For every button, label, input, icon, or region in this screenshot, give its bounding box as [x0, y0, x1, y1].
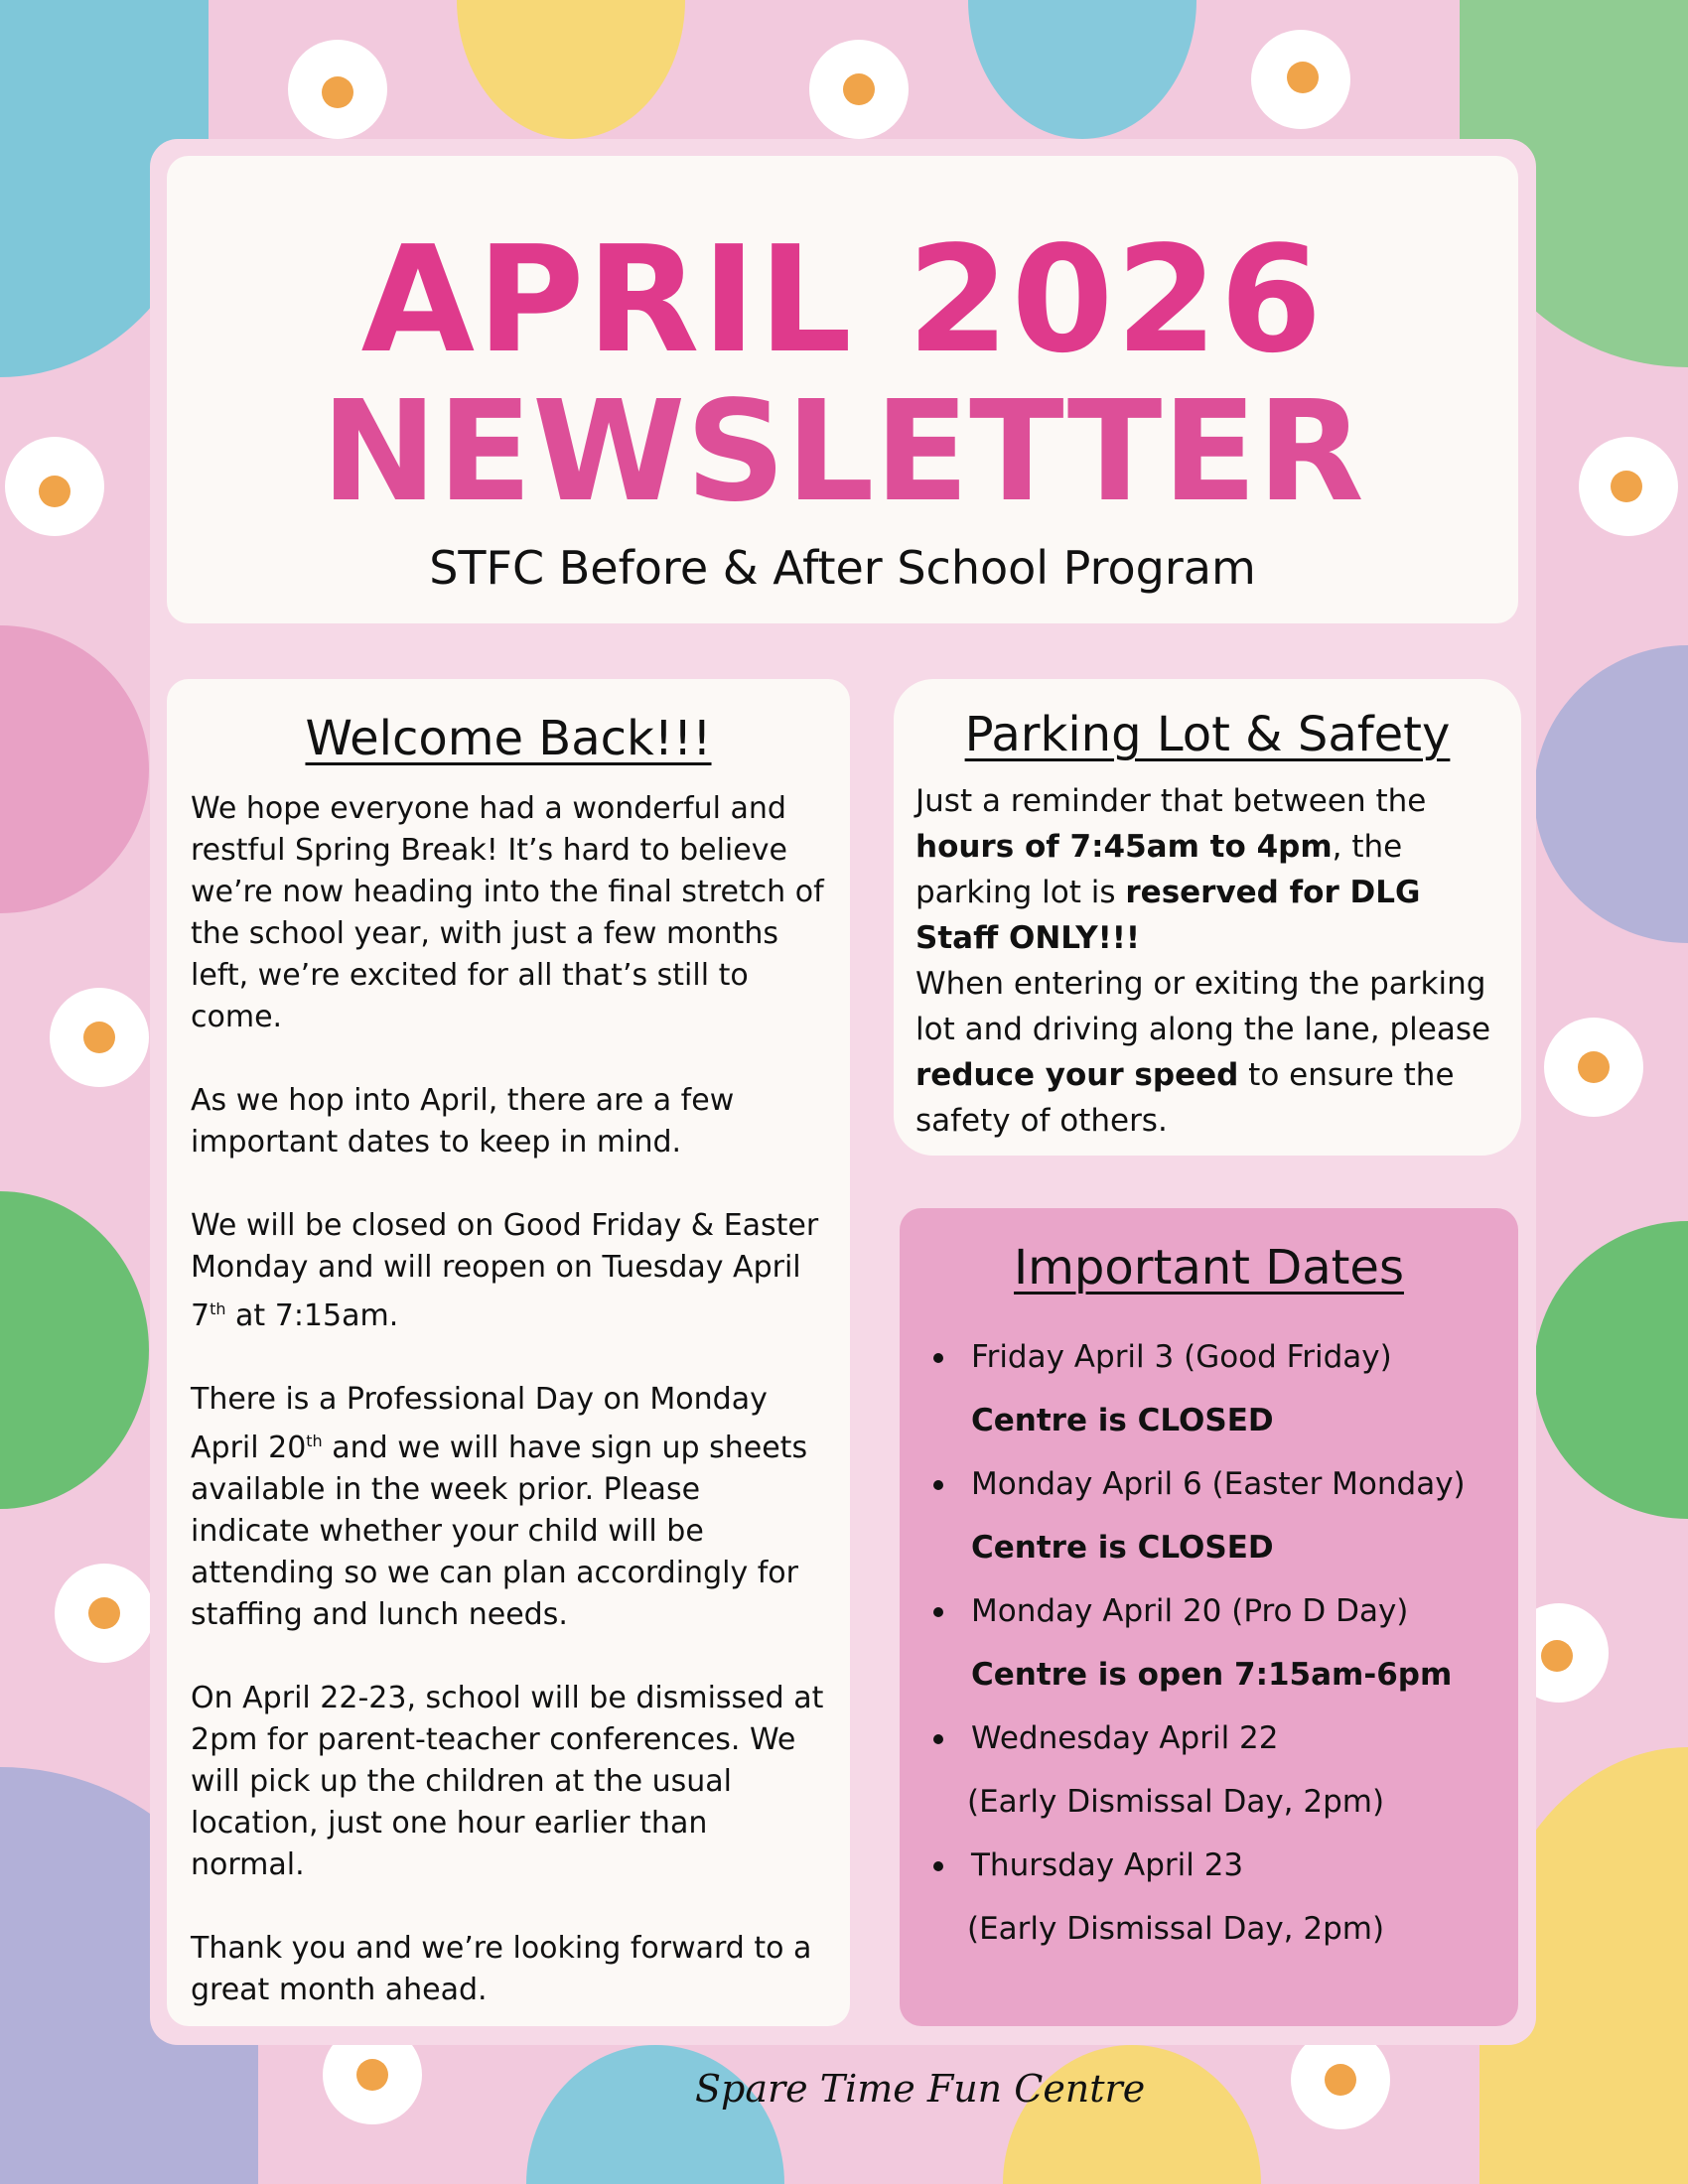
bold-text: reduce your speed — [915, 1057, 1239, 1093]
date-note: (Early Dismissal Day, 2pm) — [967, 1784, 1385, 1820]
superscript: th — [306, 1432, 323, 1450]
subtitle: STFC Before & After School Program — [429, 541, 1256, 595]
title-line-1: APRIL 2026 — [360, 214, 1325, 385]
dates-list — [919, 1325, 1498, 1961]
parking-safety-section — [894, 679, 1521, 1156]
title-line-2: NEWSLETTER — [321, 371, 1364, 533]
list-item: Wednesday April 22 — [919, 1706, 1498, 1770]
welcome-heading: Welcome Back!!! — [305, 711, 712, 766]
bold-text: reserved for DLG Staff ONLY!!! — [915, 875, 1421, 956]
bold-text: hours of 7:45am to 4pm — [915, 829, 1333, 865]
superscript: th — [210, 1299, 226, 1318]
list-item: Monday April 6 (Easter Monday) — [919, 1452, 1498, 1516]
welcome-paragraph — [191, 1205, 826, 1337]
text: to ensure the safety of others. — [915, 1057, 1455, 1139]
welcome-paragraph: On April 22-23, school will be dismissed at 2pm for parent-teacher conferences. We will pick up the children at the usual location, just one hour earlier than normal. — [191, 1681, 824, 1882]
welcome-paragraph: As we hop into April, there are a few important dates to keep in mind. — [191, 1083, 735, 1160]
list-item: Friday April 3 (Good Friday) — [919, 1325, 1498, 1389]
dates-heading: Important Dates — [1014, 1240, 1404, 1296]
text: We will be closed on Good Friday & Easter Monday and will reopen on Tuesday April 7 — [191, 1208, 819, 1333]
date-note: Centre is CLOSED — [971, 1403, 1274, 1438]
important-dates-section — [900, 1208, 1518, 2026]
signature: Spare Time Fun Centre — [695, 2067, 1146, 2111]
text: at 7:15am. — [225, 1298, 399, 1333]
text: There is a Professional Day on Monday April 20 — [191, 1382, 768, 1465]
text: Just a reminder that between the — [915, 783, 1427, 819]
text: When entering or exiting the parking lot and driving along the lane, please — [915, 966, 1491, 1047]
parking-text — [915, 778, 1499, 1144]
welcome-paragraph: Thank you and we’re looking forward to a great month ahead. — [191, 1931, 812, 2007]
date-note: (Early Dismissal Day, 2pm) — [967, 1911, 1385, 1947]
list-item: Monday April 20 (Pro D Day) — [919, 1579, 1498, 1643]
welcome-paragraph — [191, 1379, 826, 1636]
welcome-paragraph: We hope everyone had a wonderful and restful Spring Break! It’s hard to believe we’re now heading into the final stretch of the school year, with just a few months left, we’re excited for all that’s still to come. — [191, 791, 824, 1034]
list-item: Thursday April 23 — [919, 1834, 1498, 1897]
text: , the parking lot is — [915, 829, 1403, 910]
date-note: Centre is CLOSED — [971, 1530, 1274, 1566]
date-note: Centre is open 7:15am-6pm — [971, 1657, 1453, 1693]
welcome-section — [167, 679, 850, 2026]
newsletter-header — [167, 156, 1518, 623]
text: and we will have sign up sheets available in the week prior. Please indicate whether your child will be attending so we can plan accordingly for staffing and lunch needs. — [191, 1431, 808, 1632]
parking-heading: Parking Lot & Safety — [964, 707, 1451, 762]
